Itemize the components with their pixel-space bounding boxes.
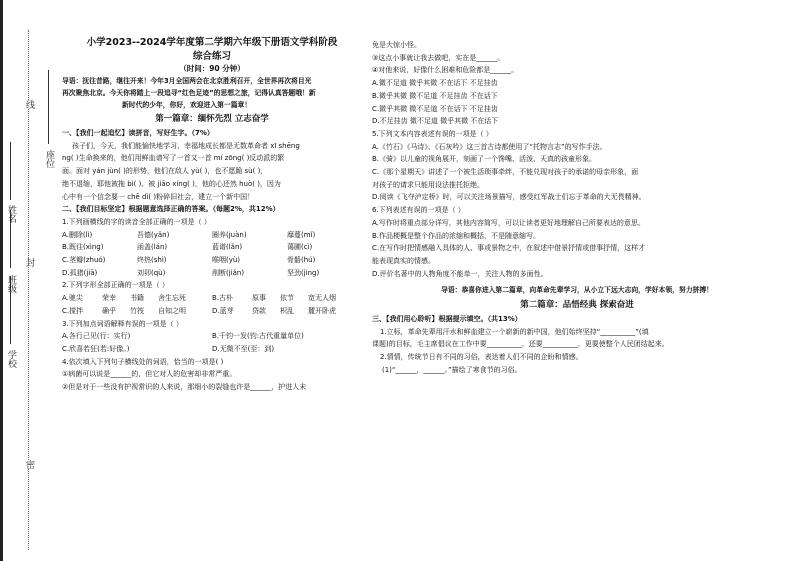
q1-line-1: 孩子们，今天，我们能愉快地学习、幸福地成长都是无数革命者 xī shēng — [72, 141, 300, 150]
q2-6-option-a[interactable]: A.写作时将重点部分详写，其他内容简写，可以让读者更好地理解自己所要表达的意思。 — [372, 218, 645, 227]
q2-6-stem: 6.下列表述有误的一项是（ ） — [372, 206, 465, 215]
q2-4-option-a[interactable]: A.微不足道 微乎其微 不在话下 不足挂齿 — [372, 79, 498, 88]
binding-strip — [6, 30, 58, 550]
seat-label: 座位 — [44, 150, 54, 168]
q2-title: 二、【我们目标坚定】根据题意选择正确的答案。（每题2%，共12%） — [62, 205, 280, 214]
q2-6-option-c-cont: 能表现真实的情感。 — [372, 256, 435, 265]
q3-1-line-2: 课题)的目标，毛主席倡议在工作中要__________，还要__________，更要使整个人民团结起来。 — [372, 340, 669, 349]
q2-1-option-c[interactable]: C.茎瓣(zhuó) 终热(shì) 喉咽(yù) 骨骼(hú) — [62, 256, 316, 265]
seal-char-3: 密 — [24, 460, 34, 469]
q3-2-line: 2.情情，传统节日有不同的习俗，表达着人们不同的企盼和情感。 — [380, 353, 583, 362]
q1-line-2: ng( )生命换来的，他们用鲜血谱写了一首又一首 mí zōng( )反动派的繁 — [62, 154, 285, 163]
q2-3-options-cd[interactable]: C.欣喜若狂(若:好像。) D.无微不至(至：到) — [62, 344, 275, 353]
q2-3-stem: 3.下列加点词语解释有误的一项是（ ） — [62, 319, 183, 328]
q2-4-option-d[interactable]: D.不足挂齿 微不足道 微乎其微 不在话下 — [372, 117, 499, 126]
q2-5-option-c[interactable]: C.《那个星期天》讲述了一个被生活琐事牵绊，不能兑现对孩子的承诺的母亲形象，面 — [372, 168, 639, 177]
q2-5-stem: 5.下列文本内容表述有误的一项是（ ） — [372, 129, 493, 138]
q2-2-option-c[interactable]: C.搅拌 确乎 竹筏 自知之明 — [62, 306, 186, 315]
class-label: 班级 — [6, 275, 16, 293]
q2-4-sentence-2: ②但是对于一些没有护视常识的人来说，那细小的裂缝也许是______，护进人未 — [62, 383, 307, 392]
q3-1-line-1: 1.立标，革命先辈用汗水和鲜血建立一个崭新的新中国，他们始终坚持“__________”(填 — [380, 327, 649, 336]
intro-line-3: 新时代的少年，你好，欢迎进入第一篇章！ — [122, 101, 252, 109]
name-label: 姓名 — [6, 205, 16, 223]
q2-2-option-b[interactable]: B.古朴 原事 依节 宽无人烟 — [212, 294, 336, 303]
q2-5-option-a[interactable]: A.《竹石》《马诗》、《石灰吟》这三首古诗都使用了“托物言志”的写作手法。 — [372, 142, 607, 151]
continued-line: 免是大惊小怪。 — [372, 41, 421, 49]
q1-line-3: 面。面对 yán jùn( )的形势，他们在敌人 yù( )，也不愿跪 sù( )， — [62, 167, 268, 176]
q2-4-sentence-1: ①病菌可以说是______的，但它对人的危害却非常严重。 — [62, 370, 237, 379]
q2-4-option-b[interactable]: B.微乎其微 微不足道 不足挂齿 不在话下 — [372, 91, 498, 100]
q2-5-option-b[interactable]: B.《骑》以儿童的视角展开，刻画了一个馋嘴、活泼、天真的孩童形象。 — [372, 155, 597, 164]
q2-5-option-c-cont: 对孩子的请求只能用设法推托拒绝。 — [372, 180, 484, 189]
page-edge — [0, 0, 3, 561]
exam-title: 小学2023--2024学年度第二学期六年级下册语文学科阶段 — [86, 37, 338, 48]
q2-3-options-ab[interactable]: A.各行己见(行：实行) B.千钧一发(钧:古代重量单位) — [62, 332, 304, 341]
q2-5-option-d[interactable]: D.阅读《飞夺泸定桥》时，可以关注场景描写，感受红军战士们忘于革命的大无畏精神。 — [372, 193, 646, 202]
exam-time: （时间：90 分钟） — [179, 64, 245, 73]
q2-6-option-b[interactable]: B.作品梗概是整个作品的浓缩和概括，不是随意缩写。 — [372, 231, 541, 240]
q2-1-stem: 1.下列画横线的字的读音全部正确的一项是（ ） — [62, 217, 211, 226]
chapter-2-heading: 第二篇章：品悟经典 探索奋进 — [520, 300, 634, 311]
exam-subtitle: 综合练习 — [192, 51, 231, 62]
q2-4-sentence-3: ③这点小事就让我去做吧，实在是______。 — [372, 53, 505, 62]
chapter-2-guide: 导语：恭喜你进入第二篇章，向革命先辈学习，从小立下远大志向，学好本领，努力拼搏！ — [441, 286, 713, 295]
q1-title: 一、【我们一起追忆】读拼音，写好生字。（7%） — [62, 129, 214, 137]
q2-6-option-c[interactable]: C.在写作时把情感融入具体的人、事或景物之中，在叙述中借景抒情或借事抒情，这样才 — [372, 244, 646, 253]
q2-4-sentence-4: ④对他来说，好像什么困难和危险都是______。 — [372, 66, 519, 75]
q1-line-4: 绝不退缩，耶他被拖 bì( )、被 jiāo xíng( )，他的心还然 huò( )，因为 — [62, 179, 281, 188]
seat-blank[interactable] — [48, 70, 49, 144]
seal-char-1: 线 — [24, 100, 34, 109]
q2-2-option-a[interactable]: A.驰尖 荣幸 书籍 舍生忘死 — [62, 294, 186, 303]
q2-2-option-d[interactable]: D.蓝芽 贷款 枳乱 麓开卧虎 — [212, 306, 336, 315]
right-column — [372, 39, 782, 377]
q2-1-option-d[interactable]: D.孤猪(jiā) 刘卯(qù) 削断(jiǎn) 坚劲(jìng) — [62, 268, 320, 277]
intro-line-2: 再次聚焦北京。今天你将踏上一段追寻“红色足迹”的思想之旅，记得认真答题哦！新 — [62, 89, 316, 97]
q3-2-sub-1: (1)“______，______。”描绘了寒食节的习俗。 — [382, 365, 522, 374]
q3-title: 三、【我们用心聆听】根据提示填空。（共13%） — [372, 315, 522, 324]
name-blank[interactable] — [10, 142, 11, 200]
q2-1-option-b[interactable]: B.既往(xìng) 函盖(lán) 蓝谱(lǎn) 蔼圃(cì) — [62, 243, 313, 252]
q2-4-option-c[interactable]: C.微乎其微 微不足道 不在话下 不足挂齿 — [372, 104, 498, 113]
intro-line-1: 导语：抚往昔路，继往开来！今年3月全国两会在北京胜利召开，全世界再次将目光 — [62, 77, 312, 85]
q2-4-stem: 4.依次填入下列句子横线处的词语，恰当的一项是( ) — [62, 357, 224, 366]
seal-char-2: 封 — [24, 258, 34, 267]
q2-6-option-d[interactable]: D.评价名著中的人物角度不能单一，关注人物的多面性。 — [372, 269, 548, 278]
left-column — [62, 36, 362, 394]
q1-line-5: 心中有一个信念要一 chē dì( )粉碎旧社会，建立一个新中国！ — [62, 192, 255, 201]
chapter-1-heading: 第一篇章：缅怀先烈 立志奋学 — [155, 114, 269, 124]
q2-2-stem: 2.下列字形全部正确的一项是（ ） — [62, 281, 169, 290]
q2-1-option-a[interactable]: A.删除(lì) 吾德(yǎn) 圈养(juàn) 靡蔓(mǐ) — [62, 230, 316, 239]
school-label: 学校 — [6, 350, 16, 368]
